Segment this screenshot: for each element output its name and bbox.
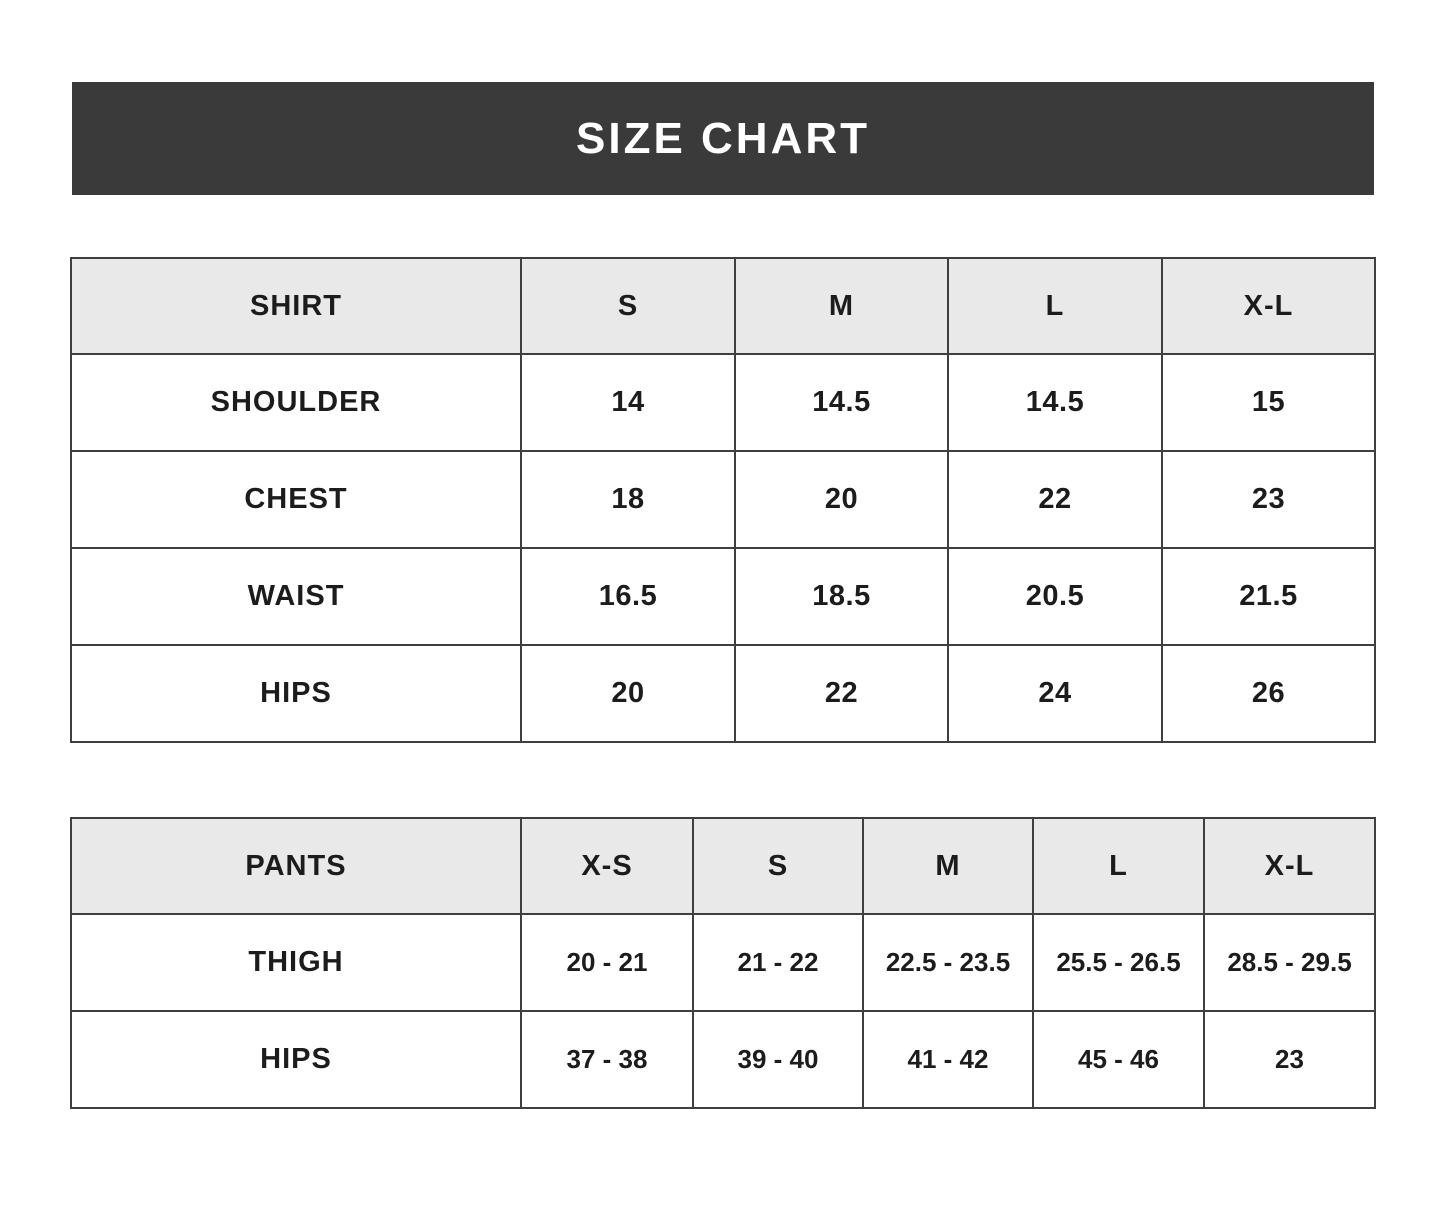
pants-header-cell: X-S (521, 818, 693, 914)
size-value: 28.5 - 29.5 (1204, 914, 1375, 1011)
size-value: 18 (521, 451, 735, 548)
title-bar (72, 82, 1374, 195)
pants-header-row (71, 818, 1375, 914)
size-value: 41 - 42 (863, 1011, 1033, 1108)
row-label: HIPS (71, 1011, 521, 1108)
page-title: SIZE CHART (576, 113, 870, 163)
shirt-size-table (70, 257, 1376, 743)
size-value: 25.5 - 26.5 (1033, 914, 1204, 1011)
row-label: CHEST (71, 451, 521, 548)
table-row-shoulder (71, 354, 1375, 451)
size-value: 14.5 (948, 354, 1162, 451)
shirt-header-cell: X-L (1162, 258, 1375, 354)
table-row-chest (71, 451, 1375, 548)
size-value: 22.5 - 23.5 (863, 914, 1033, 1011)
pants-header-cell: L (1033, 818, 1204, 914)
size-value: 14 (521, 354, 735, 451)
size-value: 23 (1162, 451, 1375, 548)
size-value: 18.5 (735, 548, 948, 645)
pants-header-cell: PANTS (71, 818, 521, 914)
pants-header-cell: M (863, 818, 1033, 914)
table-row-hips (71, 645, 1375, 742)
size-value: 20 - 21 (521, 914, 693, 1011)
size-value: 22 (735, 645, 948, 742)
row-label: THIGH (71, 914, 521, 1011)
size-value: 26 (1162, 645, 1375, 742)
shirt-header-cell: SHIRT (71, 258, 521, 354)
size-value: 15 (1162, 354, 1375, 451)
size-value: 14.5 (735, 354, 948, 451)
row-label: SHOULDER (71, 354, 521, 451)
size-value: 20.5 (948, 548, 1162, 645)
size-value: 16.5 (521, 548, 735, 645)
table-row-waist (71, 548, 1375, 645)
table-row-hips-pants (71, 1011, 1375, 1108)
size-value: 45 - 46 (1033, 1011, 1204, 1108)
table-row-thigh (71, 914, 1375, 1011)
size-value: 20 (735, 451, 948, 548)
pants-size-table (70, 817, 1376, 1109)
shirt-header-row (71, 258, 1375, 354)
size-value: 21 - 22 (693, 914, 863, 1011)
row-label: HIPS (71, 645, 521, 742)
size-value: 23 (1204, 1011, 1375, 1108)
shirt-header-cell: L (948, 258, 1162, 354)
size-value: 21.5 (1162, 548, 1375, 645)
pants-header-cell: S (693, 818, 863, 914)
size-value: 37 - 38 (521, 1011, 693, 1108)
size-value: 20 (521, 645, 735, 742)
size-value: 22 (948, 451, 1162, 548)
size-value: 39 - 40 (693, 1011, 863, 1108)
size-value: 24 (948, 645, 1162, 742)
shirt-header-cell: M (735, 258, 948, 354)
shirt-header-cell: S (521, 258, 735, 354)
pants-header-cell: X-L (1204, 818, 1375, 914)
row-label: WAIST (71, 548, 521, 645)
